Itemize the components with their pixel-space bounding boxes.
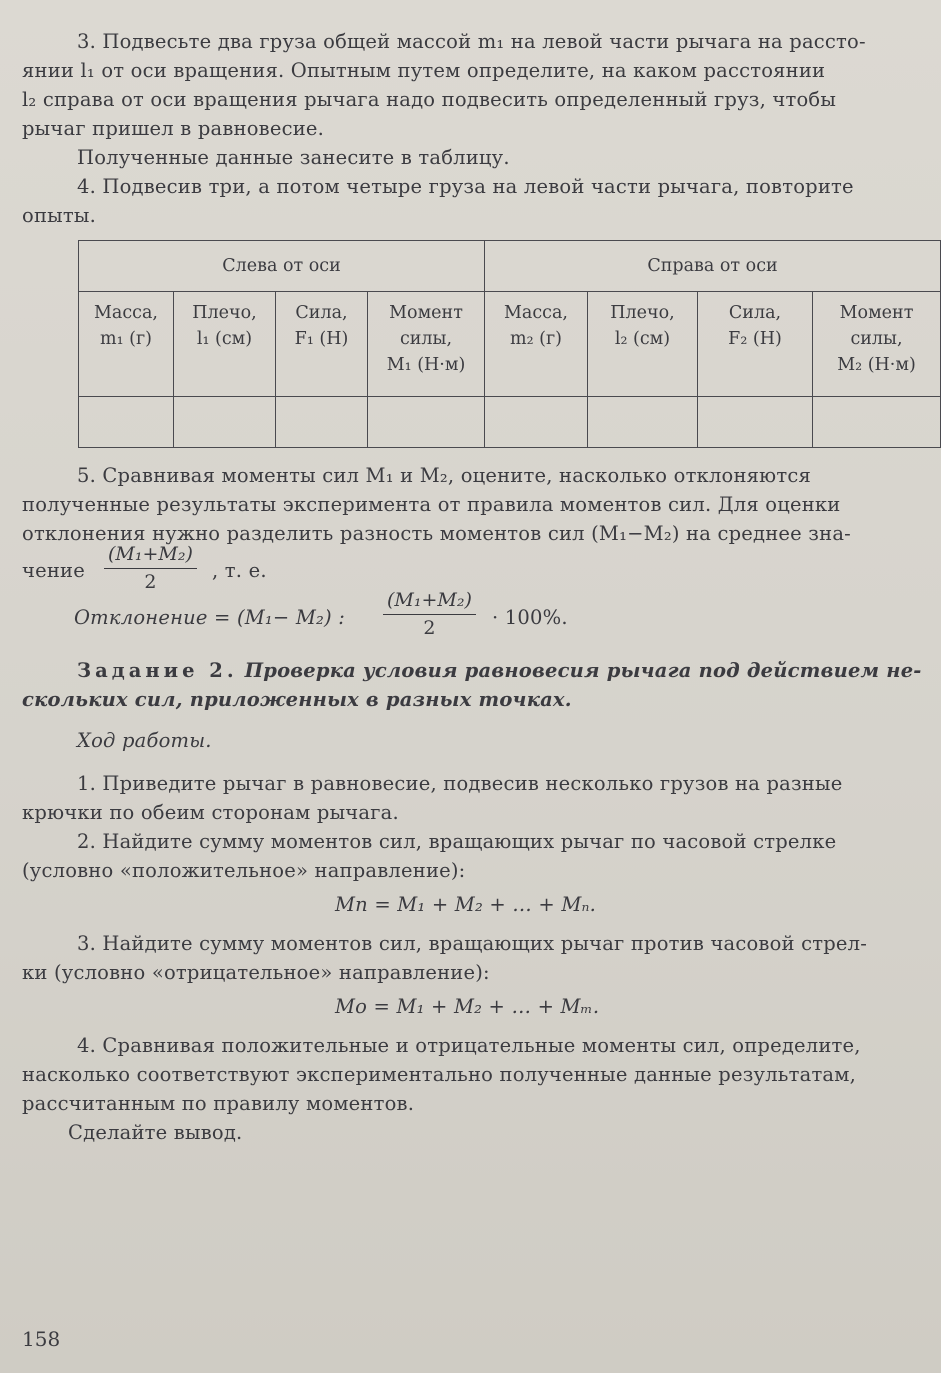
- table-row: [79, 397, 941, 448]
- progress-heading: Ход работы.: [77, 729, 212, 752]
- col-force-right: Сила, F₂ (Н): [698, 292, 813, 397]
- page-number: 158: [22, 1327, 61, 1351]
- paragraph-3-line-4: рычаг пришел в равновесие.: [22, 117, 325, 140]
- step-1-line-1: 1. Приведите рычаг в равновесие, подвесив несколько грузов на разные: [77, 772, 843, 795]
- paragraph-5-line-4-end: , т. е.: [212, 559, 267, 582]
- step-4-line-2: насколько соответствуют экспериментально полученные данные результатам,: [22, 1063, 857, 1086]
- task-2-word: Задание 2.: [77, 659, 238, 682]
- task-2-heading-line-1: [22, 657, 937, 685]
- col-mass-left: Масса, m₁ (г): [79, 292, 174, 397]
- col-moment-right: Момент силы, M₂ (Н·м): [813, 292, 941, 397]
- step-4-line-3: рассчитанным по правилу моментов.: [22, 1092, 415, 1115]
- table-column-headers: [79, 292, 941, 397]
- step-3-line-1: 3. Найдите сумму моментов сил, вращающих рычаг против часовой стрел-: [77, 932, 868, 955]
- paragraph-3-line-3: l₂ справа от оси вращения рычага надо подвесить определенный груз, чтобы: [22, 88, 837, 111]
- table-right-header: Справа от оси: [485, 241, 941, 292]
- paragraph-4-line-2: опыты.: [22, 204, 96, 227]
- step-1-line-2: крючки по обеим сторонам рычага.: [22, 801, 399, 824]
- mean-fraction: $\frac{\text{(M₁+M₂)}}{2}$: [104, 541, 197, 596]
- step-2-line-1: 2. Найдите сумму моментов сил, вращающих рычаг по часовой стрелке: [77, 830, 837, 853]
- step-3-line-2: ки (условно «отрицательное» направление):: [22, 961, 490, 984]
- paragraph-3-note: Полученные данные занесите в таблицу.: [77, 146, 510, 169]
- deviation-formula-tail: · 100%.: [492, 606, 568, 629]
- step-4-line-1: 4. Сравнивая положительные и отрицательные моменты сил, определите,: [77, 1034, 861, 1057]
- col-mass-right: Масса, m₂ (г): [485, 292, 588, 397]
- col-moment-left: Момент силы, M₁ (Н·м): [368, 292, 485, 397]
- col-force-left: Сила, F₁ (Н): [276, 292, 368, 397]
- formula-positive: Mп = M₁ + M₂ + … + Mₙ.: [335, 893, 597, 916]
- deviation-formula-label: Отклонение = (M₁− M₂) :: [74, 606, 346, 629]
- paragraph-4-line-1: 4. Подвесив три, а потом четыре груза на левой части рычага, повторите: [77, 175, 854, 198]
- data-table: [78, 240, 941, 448]
- paragraph-5-line-4-start: чение: [22, 559, 85, 582]
- paragraph-3-line-1: 3. Подвесьте два груза общей массой m₁ на левой части рычага на рассто-: [77, 30, 866, 53]
- deviation-fraction: $\frac{\text{(M₁+M₂)}}{2}$: [383, 587, 476, 642]
- col-arm-left: Плечо, l₁ (см): [174, 292, 276, 397]
- formula-negative: Mо = M₁ + M₂ + … + Mₘ.: [335, 995, 600, 1018]
- task-2-heading-line-2: скольких сил, приложенных в разных точках.: [22, 688, 572, 711]
- paragraph-5-line-3: отклонения нужно разделить разность моментов сил (M₁−M₂) на среднее зна-: [22, 522, 851, 545]
- paragraph-3-line-2: янии l₁ от оси вращения. Опытным путем определите, на каком расстоянии: [22, 59, 826, 82]
- table-left-header: Слева от оси: [79, 241, 485, 292]
- step-2-line-2: (условно «положительное» направление):: [22, 859, 466, 882]
- paragraph-5-line-2: полученные результаты эксперимента от правила моментов сил. Для оценки: [22, 493, 841, 516]
- conclusion: Сделайте вывод.: [68, 1121, 243, 1144]
- task-2-title: Проверка условия равновесия рычага под действием не-: [244, 659, 922, 682]
- paragraph-5-line-1: 5. Сравнивая моменты сил M₁ и M₂, оцените, насколько отклоняются: [77, 464, 811, 487]
- col-arm-right: Плечо, l₂ (см): [588, 292, 698, 397]
